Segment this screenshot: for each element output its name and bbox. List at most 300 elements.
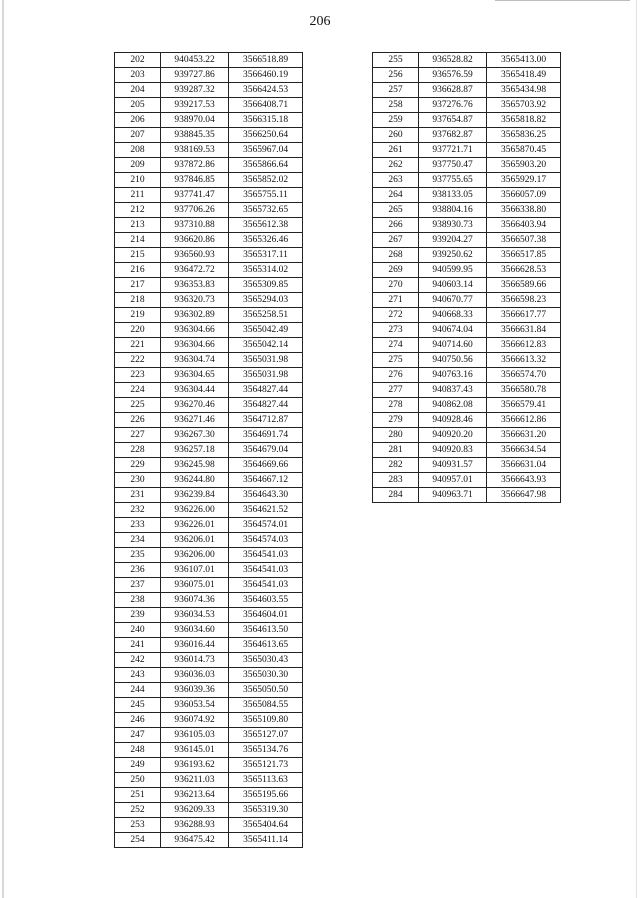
table-row	[115, 248, 303, 263]
table-row	[115, 458, 303, 473]
table-row	[115, 638, 303, 653]
y-coordinate-cell: 3565030.43	[229, 653, 303, 668]
table-row	[115, 788, 303, 803]
y-coordinate-cell: 3566460.19	[229, 68, 303, 83]
x-coordinate-cell: 936244.80	[161, 473, 229, 488]
x-coordinate-cell: 937846.85	[161, 173, 229, 188]
x-coordinate-cell: 936107.01	[161, 563, 229, 578]
y-coordinate-cell: 3564667.12	[229, 473, 303, 488]
x-coordinate-cell: 936036.03	[161, 668, 229, 683]
table-row	[115, 338, 303, 353]
table-row	[115, 68, 303, 83]
x-coordinate-cell: 940599.95	[419, 263, 487, 278]
table-row	[373, 473, 561, 488]
table-row	[115, 323, 303, 338]
table-row	[373, 428, 561, 443]
x-coordinate-cell: 936074.36	[161, 593, 229, 608]
point-number-cell: 213	[115, 218, 161, 233]
x-coordinate-cell: 938133.05	[419, 188, 487, 203]
y-coordinate-cell: 3566634.54	[487, 443, 561, 458]
point-number-cell: 203	[115, 68, 161, 83]
x-coordinate-cell: 940714.60	[419, 338, 487, 353]
point-number-cell: 210	[115, 173, 161, 188]
x-coordinate-cell: 936304.66	[161, 338, 229, 353]
table-row	[115, 428, 303, 443]
coordinates-table-right-body	[373, 53, 561, 503]
point-number-cell: 220	[115, 323, 161, 338]
table-row	[373, 233, 561, 248]
point-number-cell: 251	[115, 788, 161, 803]
x-coordinate-cell: 936039.36	[161, 683, 229, 698]
x-coordinate-cell: 936075.01	[161, 578, 229, 593]
y-coordinate-cell: 3565836.25	[487, 128, 561, 143]
y-coordinate-cell: 3565195.66	[229, 788, 303, 803]
table-row	[115, 98, 303, 113]
y-coordinate-cell: 3565903.20	[487, 158, 561, 173]
point-number-cell: 208	[115, 143, 161, 158]
point-number-cell: 219	[115, 308, 161, 323]
x-coordinate-cell: 936267.30	[161, 428, 229, 443]
table-row	[115, 443, 303, 458]
y-coordinate-cell: 3565309.85	[229, 278, 303, 293]
point-number-cell: 209	[115, 158, 161, 173]
table-row	[115, 683, 303, 698]
table-row	[115, 278, 303, 293]
x-coordinate-cell: 937741.47	[161, 188, 229, 203]
y-coordinate-cell: 3564541.03	[229, 578, 303, 593]
point-number-cell: 259	[373, 113, 419, 128]
table-row	[115, 533, 303, 548]
point-number-cell: 277	[373, 383, 419, 398]
point-number-cell: 224	[115, 383, 161, 398]
point-number-cell: 255	[373, 53, 419, 68]
x-coordinate-cell: 940920.20	[419, 428, 487, 443]
table-row	[373, 188, 561, 203]
table-row	[373, 443, 561, 458]
x-coordinate-cell: 940963.71	[419, 488, 487, 503]
x-coordinate-cell: 936628.87	[419, 83, 487, 98]
y-coordinate-cell: 3565134.76	[229, 743, 303, 758]
table-row	[115, 593, 303, 608]
x-coordinate-cell: 937721.71	[419, 143, 487, 158]
point-number-cell: 226	[115, 413, 161, 428]
x-coordinate-cell: 939250.62	[419, 248, 487, 263]
y-coordinate-cell: 3566315.18	[229, 113, 303, 128]
point-number-cell: 235	[115, 548, 161, 563]
table-row	[115, 668, 303, 683]
table-row	[115, 563, 303, 578]
x-coordinate-cell: 937682.87	[419, 128, 487, 143]
y-coordinate-cell: 3564643.30	[229, 488, 303, 503]
table-row	[115, 713, 303, 728]
point-number-cell: 260	[373, 128, 419, 143]
y-coordinate-cell: 3565121.73	[229, 758, 303, 773]
y-coordinate-cell: 3565866.64	[229, 158, 303, 173]
x-coordinate-cell: 936239.84	[161, 488, 229, 503]
point-number-cell: 233	[115, 518, 161, 533]
point-number-cell: 242	[115, 653, 161, 668]
point-number-cell: 252	[115, 803, 161, 818]
y-coordinate-cell: 3566647.98	[487, 488, 561, 503]
x-coordinate-cell: 936074.92	[161, 713, 229, 728]
point-number-cell: 282	[373, 458, 419, 473]
table-row	[115, 653, 303, 668]
y-coordinate-cell: 3565317.11	[229, 248, 303, 263]
table-row	[115, 608, 303, 623]
page-number: 206	[309, 14, 331, 29]
x-coordinate-cell: 936304.74	[161, 353, 229, 368]
table-row	[115, 308, 303, 323]
point-number-cell: 230	[115, 473, 161, 488]
x-coordinate-cell: 939727.86	[161, 68, 229, 83]
table-row	[115, 158, 303, 173]
point-number-cell: 211	[115, 188, 161, 203]
table-row	[115, 803, 303, 818]
point-number-cell: 236	[115, 563, 161, 578]
y-coordinate-cell: 3565084.55	[229, 698, 303, 713]
x-coordinate-cell: 940931.57	[419, 458, 487, 473]
x-coordinate-cell: 940603.14	[419, 278, 487, 293]
table-row	[373, 173, 561, 188]
y-coordinate-cell: 3565929.17	[487, 173, 561, 188]
table-row	[115, 83, 303, 98]
y-coordinate-cell: 3566631.20	[487, 428, 561, 443]
table-row	[115, 503, 303, 518]
x-coordinate-cell: 938169.53	[161, 143, 229, 158]
x-coordinate-cell: 936226.01	[161, 518, 229, 533]
point-number-cell: 276	[373, 368, 419, 383]
point-number-cell: 258	[373, 98, 419, 113]
y-coordinate-cell: 3564679.04	[229, 443, 303, 458]
y-coordinate-cell: 3566250.64	[229, 128, 303, 143]
point-number-cell: 244	[115, 683, 161, 698]
x-coordinate-cell: 936620.86	[161, 233, 229, 248]
table-row	[115, 53, 303, 68]
table-row	[115, 143, 303, 158]
table-row	[373, 53, 561, 68]
point-number-cell: 221	[115, 338, 161, 353]
y-coordinate-cell: 3565050.50	[229, 683, 303, 698]
x-coordinate-cell: 940670.77	[419, 293, 487, 308]
x-coordinate-cell: 936209.33	[161, 803, 229, 818]
y-coordinate-cell: 3566612.86	[487, 413, 561, 428]
table-row	[373, 263, 561, 278]
x-coordinate-cell: 937276.76	[419, 98, 487, 113]
y-coordinate-cell: 3565294.03	[229, 293, 303, 308]
x-coordinate-cell: 936211.03	[161, 773, 229, 788]
table-row	[373, 278, 561, 293]
y-coordinate-cell: 3566589.66	[487, 278, 561, 293]
x-coordinate-cell: 936206.00	[161, 548, 229, 563]
y-coordinate-cell: 3566612.83	[487, 338, 561, 353]
point-number-cell: 256	[373, 68, 419, 83]
point-number-cell: 240	[115, 623, 161, 638]
point-number-cell: 270	[373, 278, 419, 293]
y-coordinate-cell: 3565967.04	[229, 143, 303, 158]
x-coordinate-cell: 936288.93	[161, 818, 229, 833]
table-row	[373, 203, 561, 218]
x-coordinate-cell: 937310.88	[161, 218, 229, 233]
point-number-cell: 217	[115, 278, 161, 293]
y-coordinate-cell: 3565127.07	[229, 728, 303, 743]
y-coordinate-cell: 3566631.84	[487, 323, 561, 338]
point-number-cell: 243	[115, 668, 161, 683]
x-coordinate-cell: 936475.42	[161, 833, 229, 848]
coordinates-table-right	[372, 52, 561, 503]
table-row	[115, 113, 303, 128]
point-number-cell: 267	[373, 233, 419, 248]
y-coordinate-cell: 3566631.04	[487, 458, 561, 473]
x-coordinate-cell: 937755.65	[419, 173, 487, 188]
x-coordinate-cell: 936145.01	[161, 743, 229, 758]
point-number-cell: 283	[373, 473, 419, 488]
table-row	[115, 203, 303, 218]
table-row	[115, 128, 303, 143]
point-number-cell: 229	[115, 458, 161, 473]
table-row	[373, 353, 561, 368]
y-coordinate-cell: 3565418.49	[487, 68, 561, 83]
table-row	[115, 173, 303, 188]
y-coordinate-cell: 3565755.11	[229, 188, 303, 203]
point-number-cell: 284	[373, 488, 419, 503]
y-coordinate-cell: 3565411.14	[229, 833, 303, 848]
table-row	[115, 368, 303, 383]
table-row	[115, 233, 303, 248]
point-number-cell: 214	[115, 233, 161, 248]
x-coordinate-cell: 940668.33	[419, 308, 487, 323]
x-coordinate-cell: 940453.22	[161, 53, 229, 68]
x-coordinate-cell: 936014.73	[161, 653, 229, 668]
point-number-cell: 254	[115, 833, 161, 848]
x-coordinate-cell: 937750.47	[419, 158, 487, 173]
y-coordinate-cell: 3564574.03	[229, 533, 303, 548]
y-coordinate-cell: 3565113.63	[229, 773, 303, 788]
x-coordinate-cell: 936528.82	[419, 53, 487, 68]
y-coordinate-cell: 3565852.02	[229, 173, 303, 188]
point-number-cell: 246	[115, 713, 161, 728]
y-coordinate-cell: 3564669.66	[229, 458, 303, 473]
x-coordinate-cell: 936271.46	[161, 413, 229, 428]
x-coordinate-cell: 936034.60	[161, 623, 229, 638]
point-number-cell: 249	[115, 758, 161, 773]
x-coordinate-cell: 936245.98	[161, 458, 229, 473]
y-coordinate-cell: 3564574.01	[229, 518, 303, 533]
point-number-cell: 253	[115, 818, 161, 833]
table-row	[115, 488, 303, 503]
table-row	[115, 758, 303, 773]
y-coordinate-cell: 3564613.50	[229, 623, 303, 638]
point-number-cell: 228	[115, 443, 161, 458]
y-coordinate-cell: 3564691.74	[229, 428, 303, 443]
point-number-cell: 266	[373, 218, 419, 233]
point-number-cell: 206	[115, 113, 161, 128]
x-coordinate-cell: 936105.03	[161, 728, 229, 743]
point-number-cell: 257	[373, 83, 419, 98]
x-coordinate-cell: 936304.66	[161, 323, 229, 338]
x-coordinate-cell: 940957.01	[419, 473, 487, 488]
y-coordinate-cell: 3565732.65	[229, 203, 303, 218]
point-number-cell: 205	[115, 98, 161, 113]
y-coordinate-cell: 3566057.09	[487, 188, 561, 203]
table-row	[115, 833, 303, 848]
y-coordinate-cell: 3565404.64	[229, 818, 303, 833]
x-coordinate-cell: 936257.18	[161, 443, 229, 458]
table-row	[373, 458, 561, 473]
table-row	[373, 398, 561, 413]
y-coordinate-cell: 3565434.98	[487, 83, 561, 98]
x-coordinate-cell: 936560.93	[161, 248, 229, 263]
table-row	[115, 728, 303, 743]
y-coordinate-cell: 3565326.46	[229, 233, 303, 248]
table-row	[115, 818, 303, 833]
y-coordinate-cell: 3564603.55	[229, 593, 303, 608]
y-coordinate-cell: 3565703.92	[487, 98, 561, 113]
scan-edge-left	[2, 0, 4, 898]
table-row	[115, 293, 303, 308]
y-coordinate-cell: 3565319.30	[229, 803, 303, 818]
x-coordinate-cell: 936304.44	[161, 383, 229, 398]
table-row	[373, 83, 561, 98]
table-row	[373, 158, 561, 173]
table-row	[115, 263, 303, 278]
table-row	[115, 623, 303, 638]
table-row	[373, 68, 561, 83]
y-coordinate-cell: 3566580.78	[487, 383, 561, 398]
x-coordinate-cell: 939217.53	[161, 98, 229, 113]
point-number-cell: 274	[373, 338, 419, 353]
x-coordinate-cell: 938845.35	[161, 128, 229, 143]
table-row	[115, 578, 303, 593]
x-coordinate-cell: 936472.72	[161, 263, 229, 278]
point-number-cell: 281	[373, 443, 419, 458]
point-number-cell: 212	[115, 203, 161, 218]
point-number-cell: 280	[373, 428, 419, 443]
header-rule	[495, 0, 630, 1]
point-number-cell: 225	[115, 398, 161, 413]
x-coordinate-cell: 937872.86	[161, 158, 229, 173]
y-coordinate-cell: 3564827.44	[229, 383, 303, 398]
x-coordinate-cell: 936270.46	[161, 398, 229, 413]
x-coordinate-cell: 939204.27	[419, 233, 487, 248]
x-coordinate-cell: 940928.46	[419, 413, 487, 428]
table-row	[115, 398, 303, 413]
y-coordinate-cell: 3566628.53	[487, 263, 561, 278]
point-number-cell: 272	[373, 308, 419, 323]
x-coordinate-cell: 940674.04	[419, 323, 487, 338]
table-row	[373, 248, 561, 263]
y-coordinate-cell: 3565413.00	[487, 53, 561, 68]
y-coordinate-cell: 3565030.30	[229, 668, 303, 683]
y-coordinate-cell: 3566507.38	[487, 233, 561, 248]
y-coordinate-cell: 3565258.51	[229, 308, 303, 323]
y-coordinate-cell: 3565314.02	[229, 263, 303, 278]
x-coordinate-cell: 936034.53	[161, 608, 229, 623]
y-coordinate-cell: 3564604.01	[229, 608, 303, 623]
point-number-cell: 218	[115, 293, 161, 308]
x-coordinate-cell: 936320.73	[161, 293, 229, 308]
y-coordinate-cell: 3566574.70	[487, 368, 561, 383]
table-row	[115, 743, 303, 758]
y-coordinate-cell: 3565818.82	[487, 113, 561, 128]
table-row	[373, 143, 561, 158]
table-row	[373, 338, 561, 353]
table-row	[115, 473, 303, 488]
y-coordinate-cell: 3565042.14	[229, 338, 303, 353]
table-row	[115, 698, 303, 713]
table-row	[373, 368, 561, 383]
y-coordinate-cell: 3566424.53	[229, 83, 303, 98]
point-number-cell: 279	[373, 413, 419, 428]
x-coordinate-cell: 937706.26	[161, 203, 229, 218]
point-number-cell: 250	[115, 773, 161, 788]
y-coordinate-cell: 3566517.85	[487, 248, 561, 263]
y-coordinate-cell: 3566598.23	[487, 293, 561, 308]
table-row	[115, 518, 303, 533]
coordinates-table-left-body	[115, 53, 303, 848]
y-coordinate-cell: 3564827.44	[229, 398, 303, 413]
x-coordinate-cell: 940763.16	[419, 368, 487, 383]
point-number-cell: 239	[115, 608, 161, 623]
scan-edge-right	[636, 0, 637, 898]
x-coordinate-cell: 936016.44	[161, 638, 229, 653]
point-number-cell: 216	[115, 263, 161, 278]
table-row	[115, 383, 303, 398]
x-coordinate-cell: 938930.73	[419, 218, 487, 233]
x-coordinate-cell: 940862.08	[419, 398, 487, 413]
point-number-cell: 264	[373, 188, 419, 203]
x-coordinate-cell: 936576.59	[419, 68, 487, 83]
point-number-cell: 204	[115, 83, 161, 98]
y-coordinate-cell: 3565031.98	[229, 368, 303, 383]
y-coordinate-cell: 3566403.94	[487, 218, 561, 233]
point-number-cell: 273	[373, 323, 419, 338]
table-row	[115, 773, 303, 788]
x-coordinate-cell: 940750.56	[419, 353, 487, 368]
point-number-cell: 248	[115, 743, 161, 758]
point-number-cell: 265	[373, 203, 419, 218]
table-row	[373, 113, 561, 128]
x-coordinate-cell: 936213.64	[161, 788, 229, 803]
x-coordinate-cell: 936226.00	[161, 503, 229, 518]
y-coordinate-cell: 3564621.52	[229, 503, 303, 518]
y-coordinate-cell: 3566338.80	[487, 203, 561, 218]
table-row	[373, 98, 561, 113]
y-coordinate-cell: 3566617.77	[487, 308, 561, 323]
point-number-cell: 275	[373, 353, 419, 368]
table-row	[373, 413, 561, 428]
table-row	[373, 218, 561, 233]
x-coordinate-cell: 936302.89	[161, 308, 229, 323]
point-number-cell: 234	[115, 533, 161, 548]
y-coordinate-cell: 3565042.49	[229, 323, 303, 338]
point-number-cell: 215	[115, 248, 161, 263]
x-coordinate-cell: 938804.16	[419, 203, 487, 218]
coordinates-table-left	[114, 52, 303, 848]
x-coordinate-cell: 936304.65	[161, 368, 229, 383]
y-coordinate-cell: 3565031.98	[229, 353, 303, 368]
point-number-cell: 231	[115, 488, 161, 503]
point-number-cell: 262	[373, 158, 419, 173]
y-coordinate-cell: 3566579.41	[487, 398, 561, 413]
point-number-cell: 263	[373, 173, 419, 188]
table-row	[373, 308, 561, 323]
table-row	[115, 188, 303, 203]
point-number-cell: 245	[115, 698, 161, 713]
x-coordinate-cell: 936193.62	[161, 758, 229, 773]
point-number-cell: 222	[115, 353, 161, 368]
y-coordinate-cell: 3566518.89	[229, 53, 303, 68]
point-number-cell: 238	[115, 593, 161, 608]
